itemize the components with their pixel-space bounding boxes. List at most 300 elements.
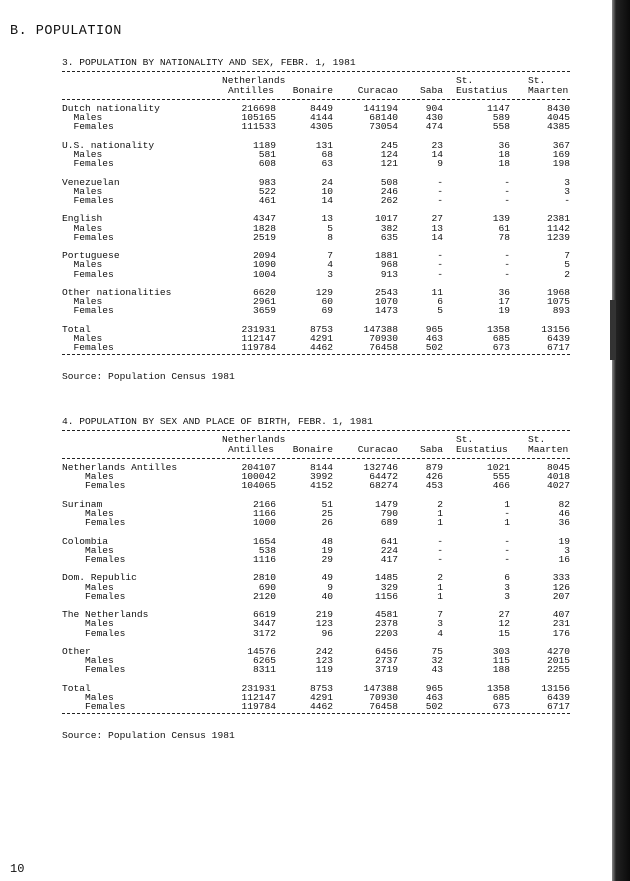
cell-value: 147388 — [363, 323, 398, 335]
cell-value: 3992 — [309, 471, 333, 483]
cell-value: 36 — [558, 517, 570, 529]
cell-value: 1358 — [486, 323, 510, 335]
cell-value: 689 — [380, 517, 398, 529]
row-label: U.S. nationality — [62, 139, 155, 151]
page-number: 10 — [10, 862, 25, 876]
table-row — [62, 288, 570, 297]
table-title: 3. POPULATION BY NATIONALITY AND SEX, FEBR. 1, 1981 — [62, 57, 356, 68]
cell-value: 1654 — [252, 535, 276, 547]
table-body — [62, 463, 570, 711]
table-row — [62, 665, 570, 674]
table-row — [62, 141, 570, 150]
cell-value: 15 — [498, 627, 510, 639]
header-row — [62, 445, 570, 455]
cell-value: 207 — [552, 590, 570, 602]
cell-value: 11 — [431, 286, 443, 298]
cell-value: - — [504, 176, 510, 188]
cell-value: 581 — [258, 149, 276, 160]
column-header — [510, 445, 570, 455]
cell-value: 426 — [425, 471, 443, 483]
table-row — [62, 702, 570, 711]
cell-value: 1189 — [252, 139, 276, 151]
cell-value: 407 — [552, 609, 570, 621]
table-row — [62, 196, 570, 205]
table-row — [62, 306, 570, 315]
row-label: Males — [62, 691, 114, 703]
table-row — [62, 159, 570, 168]
cell-value: 245 — [380, 139, 398, 151]
cell-value: 6 — [504, 572, 510, 584]
column-header-text: Eustatius — [456, 444, 508, 455]
cell-value: 104065 — [241, 480, 276, 492]
cell-value: 29 — [321, 554, 333, 565]
cell-value: 78 — [498, 231, 510, 243]
cell-value: 6439 — [546, 332, 570, 344]
cell-value: 231 — [552, 618, 570, 630]
row-label: Females — [62, 554, 126, 565]
cell-value: 968 — [380, 259, 398, 271]
cell-value: 61 — [498, 222, 510, 234]
column-header-text: Saba — [419, 444, 443, 455]
cell-value: 7 — [327, 250, 333, 262]
cell-value: 9 — [327, 581, 333, 593]
cell-value: 1 — [437, 590, 443, 602]
cell-value: 417 — [380, 554, 398, 565]
row-label: Females — [62, 664, 126, 676]
column-header-text: Bonaire — [292, 85, 333, 96]
cell-value: 198 — [552, 158, 570, 170]
cell-value: 7 — [564, 250, 570, 262]
cell-value: 673 — [492, 701, 510, 713]
dashed-rule — [62, 458, 570, 459]
cell-value: 333 — [552, 572, 570, 584]
row-label: Males — [62, 112, 103, 124]
cell-value: 2203 — [374, 627, 398, 639]
row-label: The Netherlands — [62, 609, 149, 621]
cell-value: 502 — [425, 701, 443, 713]
cell-value: 430 — [425, 112, 443, 124]
column-header — [333, 445, 398, 455]
cell-value: 1017 — [374, 213, 398, 225]
column-header — [510, 86, 570, 96]
cell-value: 589 — [492, 112, 510, 124]
column-header-text: Antilles — [228, 85, 275, 96]
row-label: Netherlands Antilles — [62, 462, 178, 473]
column-header — [443, 86, 510, 96]
cell-value: 2 — [564, 268, 570, 280]
row-label: Colombia — [62, 535, 109, 547]
cell-value: 25 — [321, 508, 333, 519]
cell-value: 242 — [315, 645, 333, 657]
cell-value: 1156 — [374, 590, 398, 602]
cell-value: 126 — [552, 581, 570, 593]
cell-value: 49 — [321, 572, 333, 584]
cell-value: 1479 — [374, 498, 398, 510]
cell-value: 68274 — [369, 480, 398, 492]
cell-value: 4 — [437, 627, 443, 639]
column-header-text: Saba — [419, 85, 443, 96]
cell-value: 14 — [321, 195, 333, 206]
cell-value: 69 — [321, 305, 333, 317]
cell-value: 43 — [431, 664, 443, 676]
cell-value: 3 — [504, 590, 510, 602]
table-row — [62, 619, 570, 628]
cell-value: 4291 — [309, 691, 333, 703]
cell-value: 231931 — [241, 323, 276, 335]
cell-value: 367 — [552, 139, 570, 151]
cell-value: - — [564, 195, 570, 206]
table-row — [62, 546, 570, 555]
cell-value: 36 — [498, 286, 510, 298]
table-row — [62, 592, 570, 601]
cell-value: 36 — [498, 139, 510, 151]
group-spacer — [62, 527, 570, 536]
cell-value: 303 — [492, 645, 510, 657]
header-spacer — [62, 445, 222, 455]
cell-value: 18 — [498, 149, 510, 160]
cell-value: 1147 — [486, 103, 510, 114]
cell-value: 3719 — [374, 664, 398, 676]
table-row — [62, 122, 570, 131]
cell-value: 4291 — [309, 332, 333, 344]
cell-value: 82 — [558, 498, 570, 510]
cell-value: 983 — [258, 176, 276, 188]
cell-value: 4152 — [309, 480, 333, 492]
cell-value: 913 — [380, 268, 398, 280]
cell-value: 246 — [380, 185, 398, 197]
cell-value: 115 — [492, 655, 510, 667]
cell-value: 219 — [315, 609, 333, 621]
cell-value: - — [504, 185, 510, 197]
header-spacer — [62, 86, 222, 96]
cell-value: 8753 — [309, 682, 333, 694]
cell-value: 48 — [321, 535, 333, 547]
cell-value: 1828 — [252, 222, 276, 234]
cell-value: 508 — [380, 176, 398, 188]
cell-value: 6 — [437, 296, 443, 308]
column-header-text: Maarten — [528, 444, 569, 455]
scan-edge-mark — [610, 300, 616, 360]
cell-value: 1239 — [546, 231, 570, 243]
cell-value: - — [437, 259, 443, 271]
cell-value: - — [504, 250, 510, 262]
cell-value: 8311 — [252, 664, 276, 676]
cell-value: 23 — [431, 139, 443, 151]
cell-value: 1 — [504, 498, 510, 510]
cell-value: 6619 — [252, 609, 276, 621]
cell-value: 70930 — [369, 332, 398, 344]
cell-value: 18 — [498, 158, 510, 170]
dashed-rule — [62, 354, 570, 355]
cell-value: 4581 — [374, 609, 398, 621]
row-label: Males — [62, 296, 103, 308]
cell-value: 965 — [425, 682, 443, 694]
table-row — [62, 297, 570, 306]
cell-value: 13 — [431, 222, 443, 234]
table-row — [62, 500, 570, 509]
table-place-of-birth — [62, 417, 570, 718]
cell-value: 329 — [380, 581, 398, 593]
cell-value: 9 — [437, 158, 443, 170]
column-header-text: Curacao — [357, 85, 398, 96]
row-label: Males — [62, 508, 114, 519]
row-label: Females — [62, 121, 114, 133]
row-label: Females — [62, 231, 114, 243]
cell-value: 690 — [258, 581, 276, 593]
row-label: Females — [62, 342, 114, 354]
cell-value: - — [437, 176, 443, 188]
cell-value: 139 — [492, 213, 510, 225]
cell-value: 262 — [380, 195, 398, 206]
cell-value: 904 — [425, 103, 443, 114]
column-header-text: St. — [528, 75, 546, 86]
row-label: Males — [62, 259, 103, 271]
row-label: Females — [62, 627, 126, 639]
column-header-text: St. — [456, 434, 474, 445]
cell-value: 4462 — [309, 342, 333, 354]
row-label: Males — [62, 544, 114, 556]
cell-value: 608 — [258, 158, 276, 170]
table-row — [62, 260, 570, 269]
cell-value: 17 — [498, 296, 510, 308]
section-title: B. POPULATION — [10, 24, 122, 39]
table-row — [62, 187, 570, 196]
cell-value: - — [504, 195, 510, 206]
cell-value: 119784 — [241, 342, 276, 354]
table-row — [62, 178, 570, 187]
cell-value: 5 — [564, 259, 570, 271]
column-header-text: Eustatius — [456, 85, 508, 96]
cell-value: 4027 — [546, 480, 570, 492]
cell-value: - — [504, 259, 510, 271]
column-header — [222, 445, 276, 455]
table-row — [62, 537, 570, 546]
cell-value: 2737 — [374, 655, 398, 667]
cell-value: 124 — [380, 149, 398, 160]
cell-value: 112147 — [241, 691, 276, 703]
row-label: Females — [62, 701, 126, 713]
cell-value: 132746 — [363, 462, 398, 473]
cell-value: 1 — [504, 517, 510, 529]
row-label: Males — [62, 618, 114, 630]
cell-value: 231931 — [241, 682, 276, 694]
table-title: 4. POPULATION BY SEX AND PLACE OF BIRTH, FEBR. 1, 1981 — [62, 416, 373, 427]
cell-value: 4305 — [309, 121, 333, 133]
cell-value: 685 — [492, 332, 510, 344]
row-label: Portuguese — [62, 250, 120, 262]
cell-value: 3 — [437, 618, 443, 630]
cell-value: 121 — [380, 158, 398, 170]
cell-value: 13156 — [541, 323, 570, 335]
cell-value: 100042 — [241, 471, 276, 483]
cell-value: 8430 — [546, 103, 570, 114]
cell-value: - — [504, 268, 510, 280]
table-nationality — [62, 58, 570, 359]
cell-value: 141194 — [363, 103, 398, 114]
cell-value: 3659 — [252, 305, 276, 317]
cell-value: 8144 — [309, 462, 333, 473]
table-row — [62, 518, 570, 527]
cell-value: 1 — [437, 508, 443, 519]
column-header-text: Netherlands — [222, 75, 286, 86]
row-label: Females — [62, 195, 114, 206]
cell-value: 635 — [380, 231, 398, 243]
cell-value: 2961 — [252, 296, 276, 308]
cell-value: 673 — [492, 342, 510, 354]
cell-value: 4462 — [309, 701, 333, 713]
cell-value: 1473 — [374, 305, 398, 317]
cell-value: 2166 — [252, 498, 276, 510]
cell-value: 2 — [437, 498, 443, 510]
cell-value: 123 — [315, 618, 333, 630]
table-body — [62, 104, 570, 352]
cell-value: 2255 — [546, 664, 570, 676]
cell-value: 965 — [425, 323, 443, 335]
cell-value: 147388 — [363, 682, 398, 694]
cell-value: 1 — [437, 517, 443, 529]
cell-value: 1166 — [252, 508, 276, 519]
cell-value: 13 — [321, 213, 333, 225]
table-4-source: Source: Population Census 1981 — [62, 730, 235, 741]
row-label: Females — [62, 268, 114, 280]
cell-value: 27 — [431, 213, 443, 225]
cell-value: - — [437, 554, 443, 565]
cell-value: 558 — [492, 121, 510, 133]
cell-value: 119 — [315, 664, 333, 676]
table-row — [62, 251, 570, 260]
row-label: Dutch nationality — [62, 103, 160, 114]
cell-value: 4270 — [546, 645, 570, 657]
table-row — [62, 214, 570, 223]
cell-value: 70930 — [369, 691, 398, 703]
cell-value: 4385 — [546, 121, 570, 133]
column-header-text: Maarten — [528, 85, 569, 96]
row-label: Females — [62, 517, 126, 529]
header-spacer — [62, 435, 222, 445]
cell-value: 6717 — [546, 701, 570, 713]
row-label: Males — [62, 655, 114, 667]
row-label: Males — [62, 581, 114, 593]
cell-value: - — [504, 554, 510, 565]
cell-value: 8045 — [546, 462, 570, 473]
cell-value: 2 — [437, 572, 443, 584]
cell-value: 3 — [327, 268, 333, 280]
dashed-rule — [62, 71, 570, 72]
cell-value: 75 — [431, 645, 443, 657]
table-row — [62, 343, 570, 352]
column-header-text: St. — [528, 434, 546, 445]
cell-value: 105165 — [241, 112, 276, 124]
cell-value: 1358 — [486, 682, 510, 694]
cell-value: - — [437, 544, 443, 556]
cell-value: 169 — [552, 149, 570, 160]
cell-value: 3 — [564, 185, 570, 197]
cell-value: 8 — [327, 231, 333, 243]
cell-value: 204107 — [241, 462, 276, 473]
cell-value: 19 — [498, 305, 510, 317]
cell-value: 1090 — [252, 259, 276, 271]
cell-value: - — [437, 535, 443, 547]
cell-value: 46 — [558, 508, 570, 519]
cell-value: 60 — [321, 296, 333, 308]
cell-value: 68140 — [369, 112, 398, 124]
cell-value: 463 — [425, 332, 443, 344]
row-label: Males — [62, 149, 103, 160]
column-header-text: Bonaire — [292, 444, 333, 455]
row-label: English — [62, 213, 103, 225]
cell-value: - — [504, 508, 510, 519]
cell-value: - — [504, 544, 510, 556]
cell-value: 4144 — [309, 112, 333, 124]
column-header — [443, 445, 510, 455]
cell-value: 111533 — [241, 121, 276, 133]
table-row — [62, 270, 570, 279]
cell-value: 216698 — [241, 103, 276, 114]
group-spacer — [62, 564, 570, 573]
cell-value: 7 — [437, 609, 443, 621]
cell-value: 63 — [321, 158, 333, 170]
cell-value: 2015 — [546, 655, 570, 667]
row-label: Total — [62, 323, 91, 335]
cell-value: 6265 — [252, 655, 276, 667]
table-row — [62, 583, 570, 592]
cell-value: 4018 — [546, 471, 570, 483]
cell-value: 893 — [552, 305, 570, 317]
cell-value: 879 — [425, 462, 443, 473]
cell-value: 14576 — [247, 645, 276, 657]
dashed-rule — [62, 713, 570, 714]
cell-value: 2543 — [374, 286, 398, 298]
cell-value: - — [437, 250, 443, 262]
cell-value: 4045 — [546, 112, 570, 124]
cell-value: 3 — [564, 544, 570, 556]
cell-value: 123 — [315, 655, 333, 667]
row-label: Females — [62, 158, 114, 170]
cell-value: 1881 — [374, 250, 398, 262]
table-header — [62, 435, 570, 455]
cell-value: 461 — [258, 195, 276, 206]
row-label: Surinam — [62, 498, 103, 510]
column-header — [276, 445, 333, 455]
cell-value: 73054 — [369, 121, 398, 133]
cell-value: 1004 — [252, 268, 276, 280]
column-header — [398, 445, 443, 455]
table-row — [62, 150, 570, 159]
cell-value: 224 — [380, 544, 398, 556]
row-label: Males — [62, 471, 114, 483]
cell-value: - — [437, 185, 443, 197]
group-spacer — [62, 242, 570, 251]
cell-value: 40 — [321, 590, 333, 602]
table-row — [62, 555, 570, 564]
cell-value: 1968 — [546, 286, 570, 298]
table-row — [62, 481, 570, 490]
cell-value: 131 — [315, 139, 333, 151]
cell-value: 129 — [315, 286, 333, 298]
cell-value: 10 — [321, 185, 333, 197]
cell-value: 466 — [492, 480, 510, 492]
cell-value: 1070 — [374, 296, 398, 308]
cell-value: 76458 — [369, 701, 398, 713]
row-label: Total — [62, 682, 91, 694]
cell-value: 19 — [321, 544, 333, 556]
cell-value: 76458 — [369, 342, 398, 354]
cell-value: 51 — [321, 498, 333, 510]
table-row — [62, 233, 570, 242]
cell-value: 3 — [564, 176, 570, 188]
cell-value: 5 — [437, 305, 443, 317]
cell-value: 6456 — [374, 645, 398, 657]
